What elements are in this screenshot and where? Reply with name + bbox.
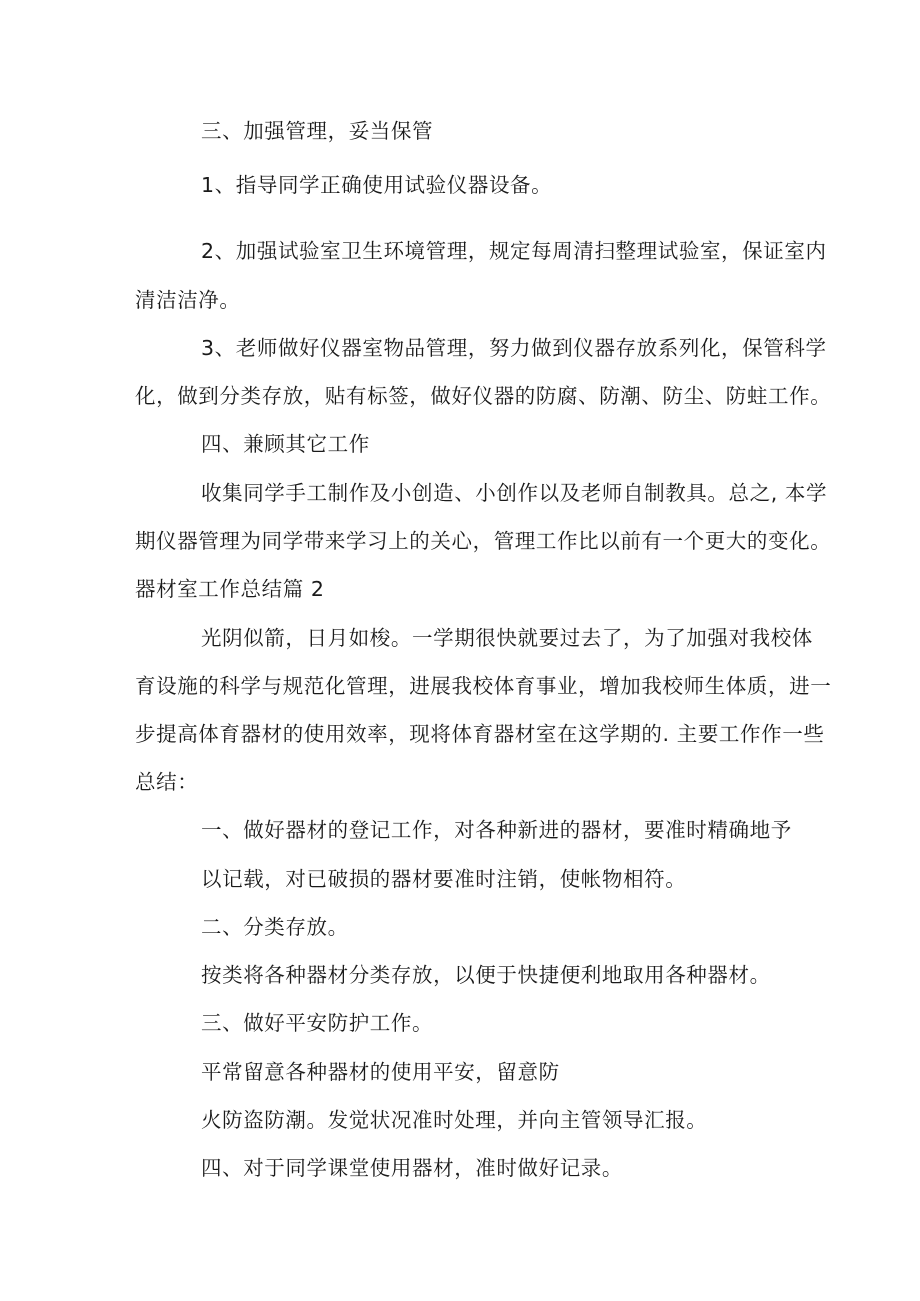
section-heading: 二、分类存放。	[201, 915, 349, 939]
paragraph-line: 步提高体育器材的使用效率，现将体育器材室在这学期的. 主要工作作一些	[135, 722, 825, 746]
paragraph-line: 按类将各种器材分类存放，以便于快捷便利地取用各种器材。	[201, 963, 771, 987]
section-heading: 三、加强管理，妥当保管	[201, 119, 434, 143]
paragraph-line: 清洁洁净。	[135, 288, 241, 312]
paragraph-line: 光阴似箭，日月如梭。一学期很快就要过去了，为了加强对我校体	[201, 626, 813, 650]
section-heading: 四、兼顾其它工作	[201, 432, 370, 456]
paragraph-line: 化，做到分类存放，贴有标签，做好仪器的防腐、防潮、防尘、防蛀工作。	[135, 384, 832, 408]
paragraph-line: 总结：	[135, 770, 199, 794]
paragraph-line: 3、老师做好仪器室物品管理，努力做到仪器存放系列化，保管科学	[201, 336, 827, 360]
section-heading: 四、对于同学课堂使用器材，准时做好记录。	[201, 1156, 623, 1180]
paragraph-line: 火防盗防潮。发觉状况准时处理，并向主管领导汇报。	[201, 1108, 708, 1132]
paragraph-line: 收集同学手工制作及小创造、小创作以及老师自制教具。总之, 本学	[201, 481, 828, 505]
paragraph-line: 平常留意各种器材的使用平安，留意防	[201, 1060, 560, 1084]
article-title: 器材室工作总结篇 2	[135, 577, 325, 601]
paragraph-line: 1、指导同学正确使用试验仪器设备。	[201, 173, 553, 197]
paragraph-line: 以记载，对已破损的器材要准时注销，使帐物相符。	[201, 867, 687, 891]
section-heading: 三、做好平安防护工作。	[201, 1011, 434, 1035]
section-heading: 一、做好器材的登记工作，对各种新进的器材，要准时精确地予	[201, 818, 792, 842]
paragraph-line: 2、加强试验室卫生环境管理，规定每周清扫整理试验室，保证室内	[201, 239, 827, 263]
paragraph-line: 期仪器管理为同学带来学习上的关心，管理工作比以前有一个更大的变化。	[135, 529, 832, 553]
paragraph-line: 育设施的科学与规范化管理，进展我校体育事业，增加我校师生体质，进一	[135, 674, 832, 698]
